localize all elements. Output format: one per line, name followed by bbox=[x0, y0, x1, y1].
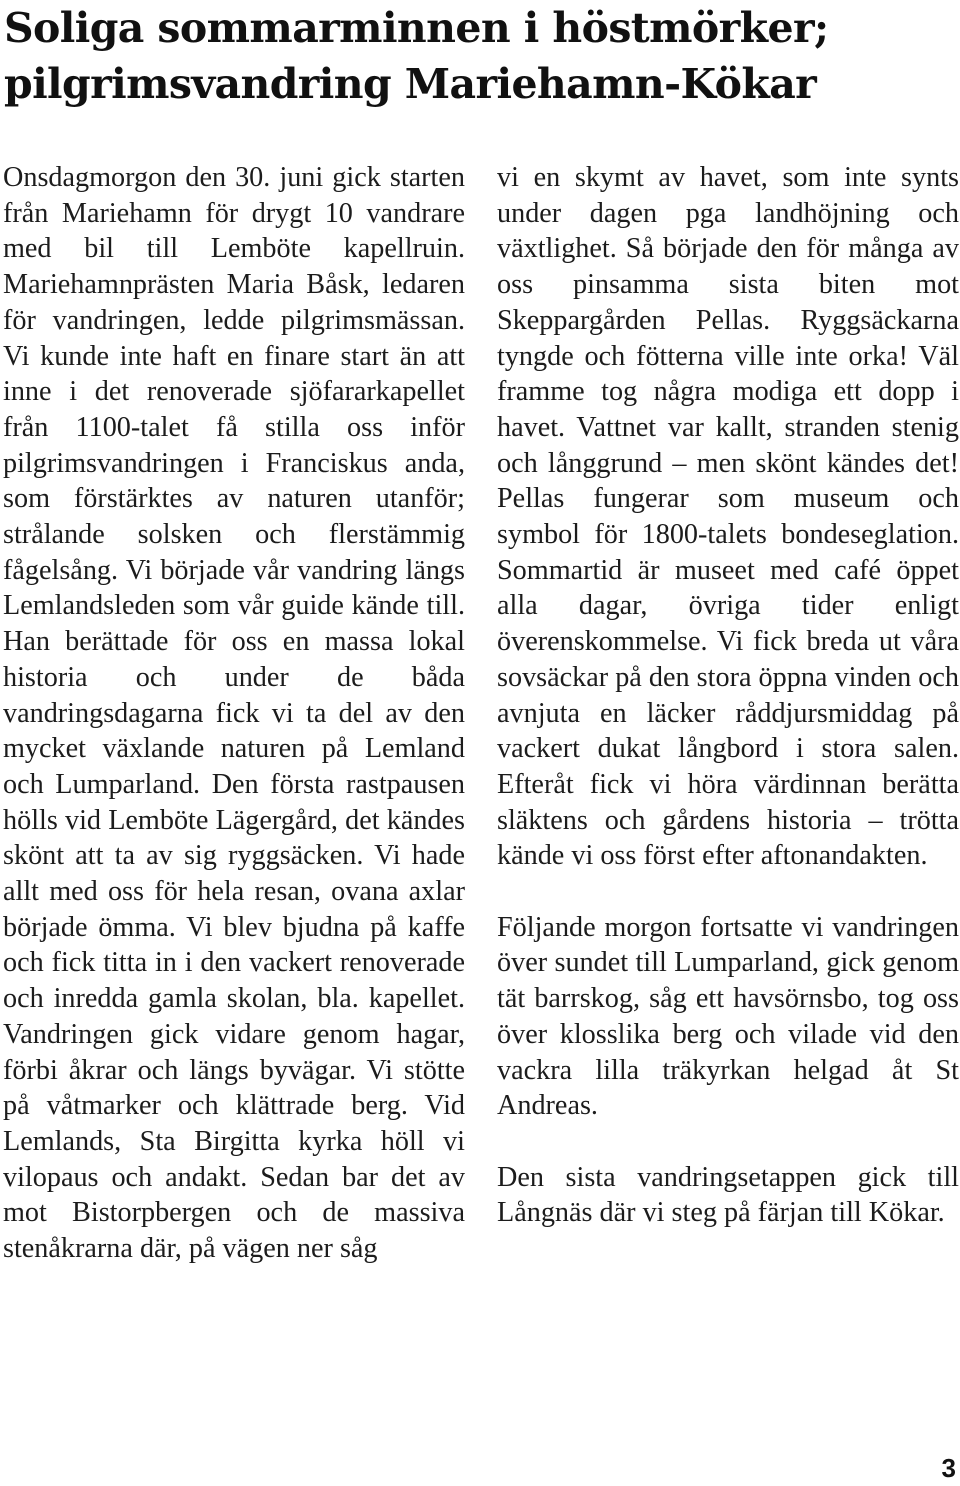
right-column bbox=[497, 160, 959, 1231]
body-paragraph-1: Onsdagmorgon den 30. juni gick starten från Mariehamn för drygt 10 vandrare med bil till Lemböte kapellruin. Mariehamnprästen Maria Båsk, ledaren för vandringen, ledde pilgrimsmässan. Vi kunde inte haft en finare start än att inne i det renoverade sjöfararkapellet från 1100-talet få stilla oss inför pilgrimsvandringen i Franciskus anda, som förstärktes av naturen utanför; strålande solsken och flerstämmig fågelsång. Vi började vår vandring längs Lemlandsleden som vår guide kände till. Han berättade för oss en massa lokal historia och under de båda vandringsdagarna fick vi ta del av den mycket växlande naturen på Lemland och Lumparland. Den första rastpausen hölls vid Lemböte Lägergård, det kändes skönt att ta av sig ryggsäcken. Vi hade allt med oss för hela resan, ovana axlar började ömma. Vi blev bjudna på kaffe och fick titta in i den vackert renoverade och inredda gamla skolan, bla. kapellet. Vandringen gick vidare genom hagar, förbi åkrar och längs byvägar. Vi stötte på våtmarker och klättrade berg. Vid Lemlands, Sta Birgitta kyrka höll vi vilopaus och andakt. Sedan bar det av mot Bistorpbergen och de massiva stenåkrarna där, på vägen ner såg bbox=[3, 162, 465, 1265]
article-title bbox=[4, 0, 954, 112]
left-column bbox=[3, 160, 465, 1267]
body-paragraph-3: Följande morgon fortsatte vi vandringen över sundet till Lumparland, gick genom tät barrskog, såg ett havsörnsbo, tog oss över klosslika berg och vilade vid den vackra lilla träkyrkan helgad åt St Andreas. bbox=[497, 911, 959, 1122]
article-title-line-2: pilgrimsvandring Mariehamn-Kökar bbox=[4, 60, 817, 108]
article-title-line-1: Soliga sommarminnen i höstmörker; bbox=[4, 4, 829, 52]
page-number: 3 bbox=[941, 1453, 956, 1483]
body-paragraph-4: Den sista vandringsetappen gick till Långnäs där vi steg på färjan till Kökar. bbox=[497, 1161, 959, 1229]
body-paragraph-2: vi en skymt av havet, som inte synts under dagen pga landhöjning och växtlighet. Så började den för många av oss pinsamma sista biten mot Skeppargården Pellas. Ryggsäckarna tyngde och fötterna ville inte orka! Väl framme tog några modiga ett dopp i havet. Vattnet var kallt, stranden stenig och långgrund – men skönt kändes det! Pellas fungerar som museum och symbol för 1800-talets bondeseglation. Sommartid är museet med café öppet alla dagar, övriga tider enligt överenskommelse. Vi fick breda ut våra sovsäckar på den stora öppna vinden och avnjuta en läcker råddjursmiddag på vackert dukat långbord i stora salen. Efteråt fick vi höra värdinnan berätta släktens och gårdens historia – trötta kände vi oss först efter aftonandakten. bbox=[497, 162, 959, 872]
